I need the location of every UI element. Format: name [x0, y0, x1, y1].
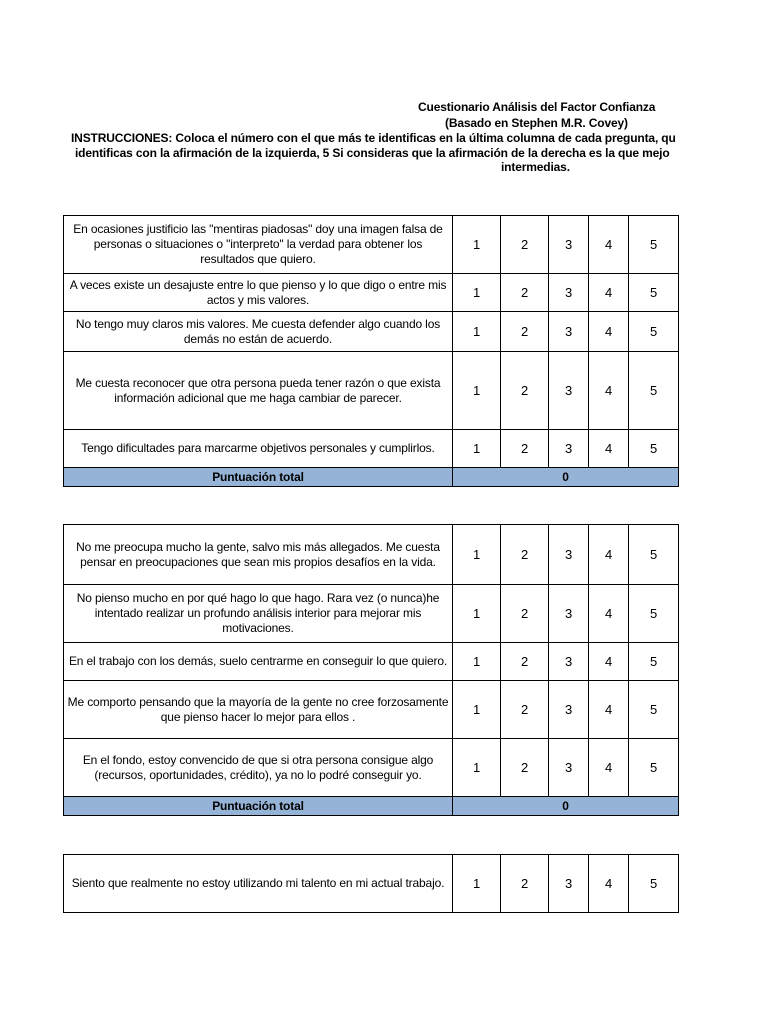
- question-row: [64, 430, 679, 468]
- score-option-3[interactable]: 3: [549, 525, 589, 585]
- score-option-3[interactable]: 3: [549, 739, 589, 797]
- score-option-2[interactable]: 2: [501, 352, 549, 430]
- question-table-1: [63, 215, 679, 487]
- score-option-1[interactable]: 1: [453, 216, 501, 274]
- score-option-1[interactable]: 1: [453, 739, 501, 797]
- score-option-3[interactable]: 3: [549, 855, 589, 913]
- question-row: [64, 216, 679, 274]
- instructions-line-2: identificas con la afirmación de la izquierda, 5 Si consideras que la afirmación de la derecha es la que mejo: [75, 146, 670, 160]
- instructions-line-1: INSTRUCCIONES: Coloca el número con el que más te identificas en la última columna de cada pregunta, qu: [71, 131, 676, 145]
- score-option-1[interactable]: 1: [453, 352, 501, 430]
- score-option-4[interactable]: 4: [589, 681, 629, 739]
- total-score-value: 0: [453, 797, 679, 816]
- score-option-4[interactable]: 4: [589, 216, 629, 274]
- score-option-3[interactable]: 3: [549, 216, 589, 274]
- score-option-2[interactable]: 2: [501, 216, 549, 274]
- score-option-5[interactable]: 5: [629, 643, 679, 681]
- score-option-2[interactable]: 2: [501, 525, 549, 585]
- score-option-1[interactable]: 1: [453, 681, 501, 739]
- question-statement: Me comporto pensando que la mayoría de la gente no cree forzosamente que pienso hacer lo mejor para ellos .: [64, 681, 453, 739]
- score-option-4[interactable]: 4: [589, 274, 629, 312]
- score-option-1[interactable]: 1: [453, 430, 501, 468]
- question-statement: No me preocupa mucho la gente, salvo mis más allegados. Me cuesta pensar en preocupaciones que sean mis propios desafíos en la vida.: [64, 525, 453, 585]
- score-option-1[interactable]: 1: [453, 855, 501, 913]
- page-title: Cuestionario Análisis del Factor Confianza: [418, 100, 656, 114]
- question-row: [64, 681, 679, 739]
- question-statement: Tengo dificultades para marcarme objetivos personales y cumplirlos.: [64, 430, 453, 468]
- score-option-3[interactable]: 3: [549, 681, 589, 739]
- question-row: [64, 312, 679, 352]
- score-option-2[interactable]: 2: [501, 681, 549, 739]
- score-option-1[interactable]: 1: [453, 312, 501, 352]
- score-option-1[interactable]: 1: [453, 585, 501, 643]
- score-option-4[interactable]: 4: [589, 585, 629, 643]
- question-statement: En el trabajo con los demás, suelo centrarme en conseguir lo que quiero.: [64, 643, 453, 681]
- question-statement: No tengo muy claros mis valores. Me cuesta defender algo cuando los demás no están de acuerdo.: [64, 312, 453, 352]
- page-subtitle: (Basado en Stephen M.R. Covey): [445, 116, 628, 130]
- score-option-3[interactable]: 3: [549, 643, 589, 681]
- question-table-3: [63, 854, 679, 913]
- question-statement: En el fondo, estoy convencido de que si otra persona consigue algo (recursos, oportunidades, crédito), ya no lo podré conseguir yo.: [64, 739, 453, 797]
- score-option-5[interactable]: 5: [629, 430, 679, 468]
- question-statement: Siento que realmente no estoy utilizando mi talento en mi actual trabajo.: [64, 855, 453, 913]
- question-row: [64, 274, 679, 312]
- score-option-5[interactable]: 5: [629, 525, 679, 585]
- score-option-2[interactable]: 2: [501, 430, 549, 468]
- questionnaire-header: [0, 100, 678, 176]
- question-table-2: [63, 524, 679, 816]
- score-option-4[interactable]: 4: [589, 855, 629, 913]
- score-option-4[interactable]: 4: [589, 430, 629, 468]
- score-option-3[interactable]: 3: [549, 585, 589, 643]
- question-statement: En ocasiones justificio las "mentiras piadosas" doy una imagen falsa de personas o situaciones o "interpreto" la verdad para obtener los resultados que quiero.: [64, 216, 453, 274]
- total-score-label: Puntuación total: [64, 797, 453, 816]
- score-option-4[interactable]: 4: [589, 312, 629, 352]
- total-score-row: [64, 468, 679, 487]
- question-row: [64, 643, 679, 681]
- score-option-2[interactable]: 2: [501, 739, 549, 797]
- score-option-5[interactable]: 5: [629, 585, 679, 643]
- score-option-2[interactable]: 2: [501, 312, 549, 352]
- score-option-3[interactable]: 3: [549, 274, 589, 312]
- score-option-1[interactable]: 1: [453, 525, 501, 585]
- score-option-5[interactable]: 5: [629, 216, 679, 274]
- question-statement: Me cuesta reconocer que otra persona pueda tener razón o que exista información adicional que me haga cambiar de parecer.: [64, 352, 453, 430]
- score-option-3[interactable]: 3: [549, 430, 589, 468]
- score-option-5[interactable]: 5: [629, 312, 679, 352]
- question-row: [64, 585, 679, 643]
- score-option-2[interactable]: 2: [501, 855, 549, 913]
- score-option-4[interactable]: 4: [589, 352, 629, 430]
- score-option-5[interactable]: 5: [629, 274, 679, 312]
- score-option-4[interactable]: 4: [589, 643, 629, 681]
- score-option-2[interactable]: 2: [501, 274, 549, 312]
- score-option-1[interactable]: 1: [453, 274, 501, 312]
- instructions-line-3: intermedias.: [501, 160, 570, 174]
- score-option-5[interactable]: 5: [629, 739, 679, 797]
- question-statement: A veces existe un desajuste entre lo que pienso y lo que digo o entre mis actos y mis valores.: [64, 274, 453, 312]
- total-score-row: [64, 797, 679, 816]
- question-row: [64, 525, 679, 585]
- score-option-4[interactable]: 4: [589, 739, 629, 797]
- score-option-2[interactable]: 2: [501, 585, 549, 643]
- score-option-3[interactable]: 3: [549, 312, 589, 352]
- score-option-5[interactable]: 5: [629, 681, 679, 739]
- total-score-label: Puntuación total: [64, 468, 453, 487]
- total-score-value: 0: [453, 468, 679, 487]
- score-option-3[interactable]: 3: [549, 352, 589, 430]
- question-row: [64, 739, 679, 797]
- score-option-5[interactable]: 5: [629, 352, 679, 430]
- score-option-2[interactable]: 2: [501, 643, 549, 681]
- score-option-5[interactable]: 5: [629, 855, 679, 913]
- question-statement: No pienso mucho en por qué hago lo que hago. Rara vez (o nunca)he intentado realizar un profundo análisis interior para mejorar mis motivaciones.: [64, 585, 453, 643]
- score-option-1[interactable]: 1: [453, 643, 501, 681]
- score-option-4[interactable]: 4: [589, 525, 629, 585]
- question-row: [64, 855, 679, 913]
- question-row: [64, 352, 679, 430]
